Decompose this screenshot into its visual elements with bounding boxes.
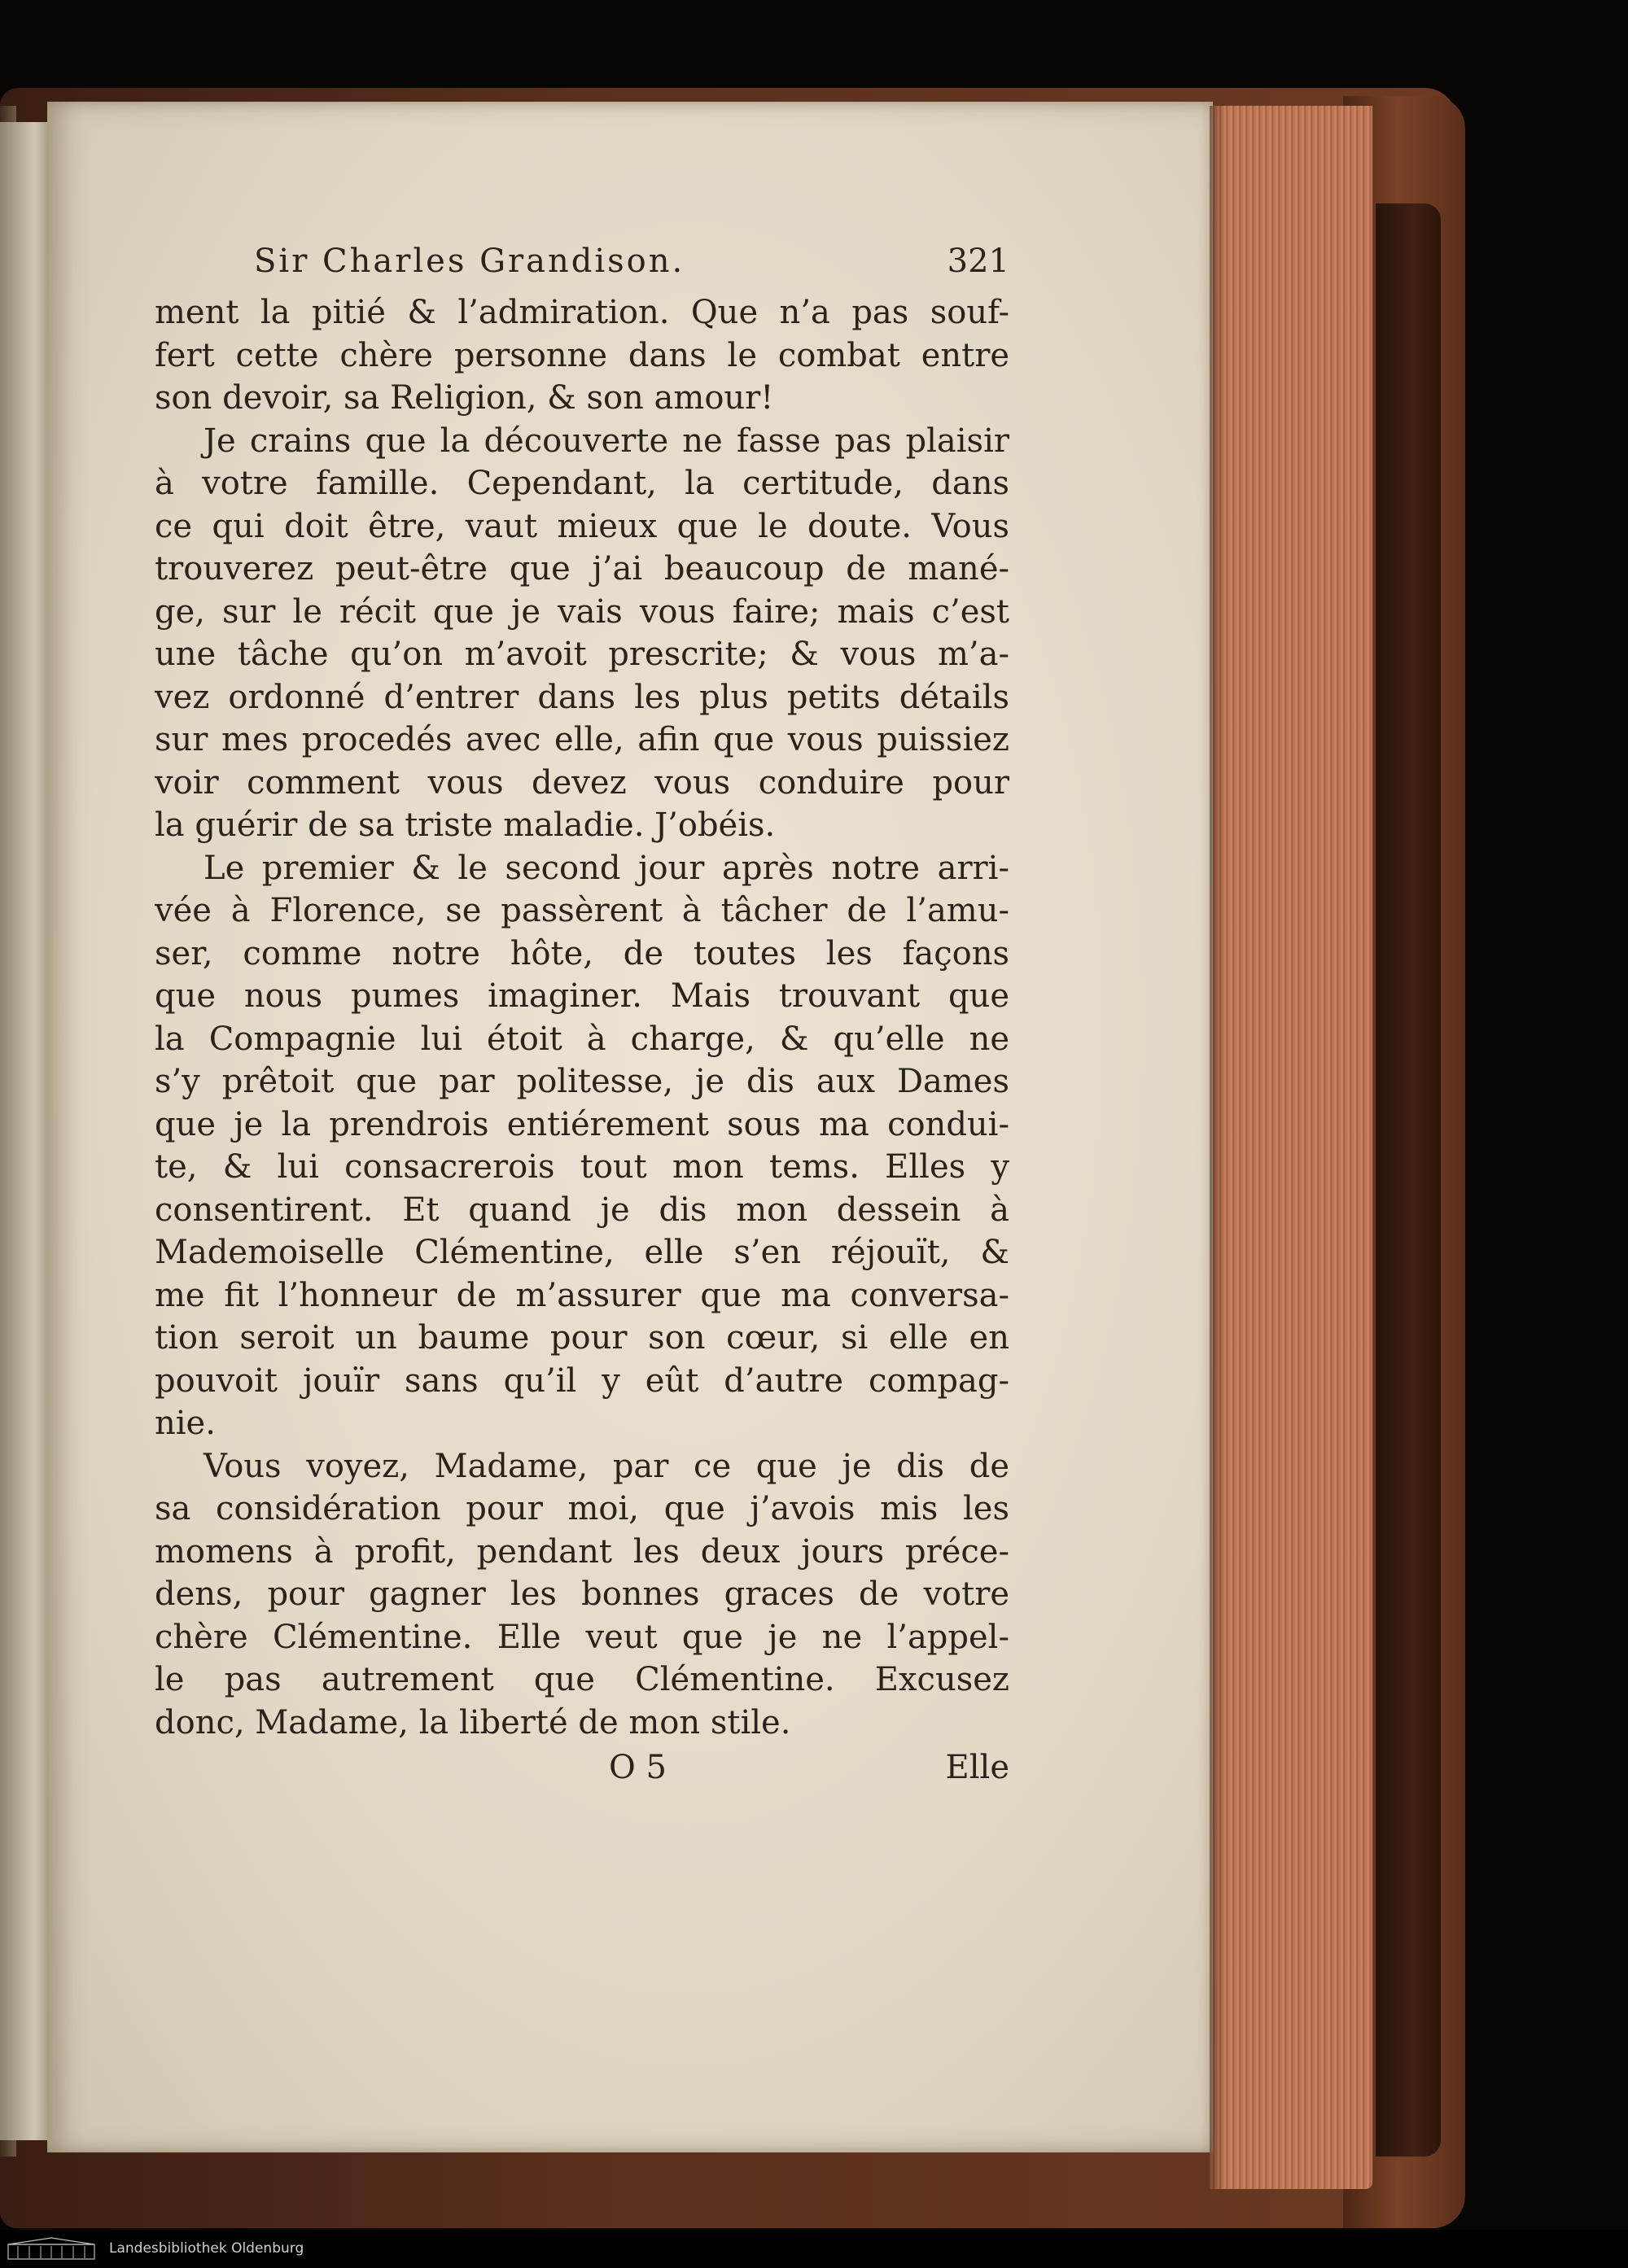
text-line: Le premier & le second jour après notre arri- [204,849,1009,887]
facing-page-sliver [0,122,49,2140]
text-line: son devoir, sa Religion, & son amour! [155,379,774,417]
text-line: dens, pour gagner les bonnes graces de votre [155,1575,1009,1613]
text-line: trouverez peut-être que j’ai beaucoup de mané- [155,550,1009,588]
running-head: Sir Charles Grandison. [254,243,685,280]
text-line: sur mes procedés avec elle, afin que vous puissiez [155,721,1009,758]
text-line: sa considération pour moi, que j’avois mis les [155,1490,1009,1527]
text-line: te, & lui consacrerois tout mon tems. Elles y [155,1148,1009,1186]
text-line: vez ordonné d’entrer dans les plus petits détails [155,678,1009,716]
text-line: ge, sur le récit que je vais vous faire; mais c’est [155,592,1009,631]
text-line: que je la prendrois entiérement sous ma condui- [155,1105,1009,1143]
text-line: Je crains que la découverte ne fasse pas plaisir [204,422,1009,460]
library-footer-bar [0,2230,1628,2268]
library-building-icon [7,2236,96,2261]
page-header [155,243,1009,291]
text-line: fert cette chère personne dans le combat entre [155,336,1009,374]
page-text-block [155,243,1009,1798]
text-line: Mademoiselle Clémentine, elle s’en réjouït, & [155,1234,1009,1271]
text-line: voir comment vous devez vous conduire pour [155,763,1009,802]
text-line: nie. [155,1405,216,1442]
signature-mark: O 5 [609,1749,667,1786]
book-cover-inner [1376,203,1441,2157]
text-line: momens à profit, pendant les deux jours préce- [155,1532,1009,1571]
text-line: me fit l’honneur de m’assurer que ma conversa- [155,1276,1009,1314]
page-fore-edge [1210,106,1372,2189]
text-line: ser, comme notre hôte, de toutes les façons [155,934,1009,972]
text-line: Vous voyez, Madame, par ce que je dis de [204,1447,1009,1485]
page-number: 321 [947,243,1009,280]
text-line: s’y prêtoit que par politesse, je dis aux Dames [155,1063,1009,1100]
text-line: tion seroit un baume pour son cœur, si elle en [155,1319,1009,1357]
text-line: consentirent. Et quand je dis mon dessein à [155,1191,1009,1229]
text-line: ment la pitié & l’admiration. Que n’a pas souf- [155,294,1009,331]
text-line: donc, Madame, la liberté de mon stile. [155,1703,791,1741]
text-line: pouvoit jouïr sans qu’il y eût d’autre compag- [155,1361,1009,1400]
text-line: à votre famille. Cependant, la certitude, dans [155,465,1009,502]
text-line: le pas autrement que Clémentine. Excusez [155,1661,1009,1698]
text-line: vée à Florence, se passèrent à tâcher de l’amu- [155,892,1009,929]
text-line: que nous pumes imaginer. Mais trouvant que [155,977,1009,1015]
body-text [155,291,1009,1744]
text-line: la guérir de sa triste maladie. J’obéis. [155,806,776,844]
text-line: la Compagnie lui étoit à charge, & qu’elle ne [155,1020,1009,1058]
library-name: Landesbibliothek Oldenburg [109,2240,304,2257]
page-footer [155,1749,1009,1798]
fore-edge-shadow [1210,106,1226,2189]
text-line: ce qui doit être, vaut mieux que le doute. Vous [155,507,1009,545]
text-line: chère Clémentine. Elle veut que je ne l’appel- [155,1618,1009,1656]
text-line: une tâche qu’on m’avoit prescrite; & vous m’a- [155,636,1009,673]
catchword: Elle [945,1749,1009,1786]
